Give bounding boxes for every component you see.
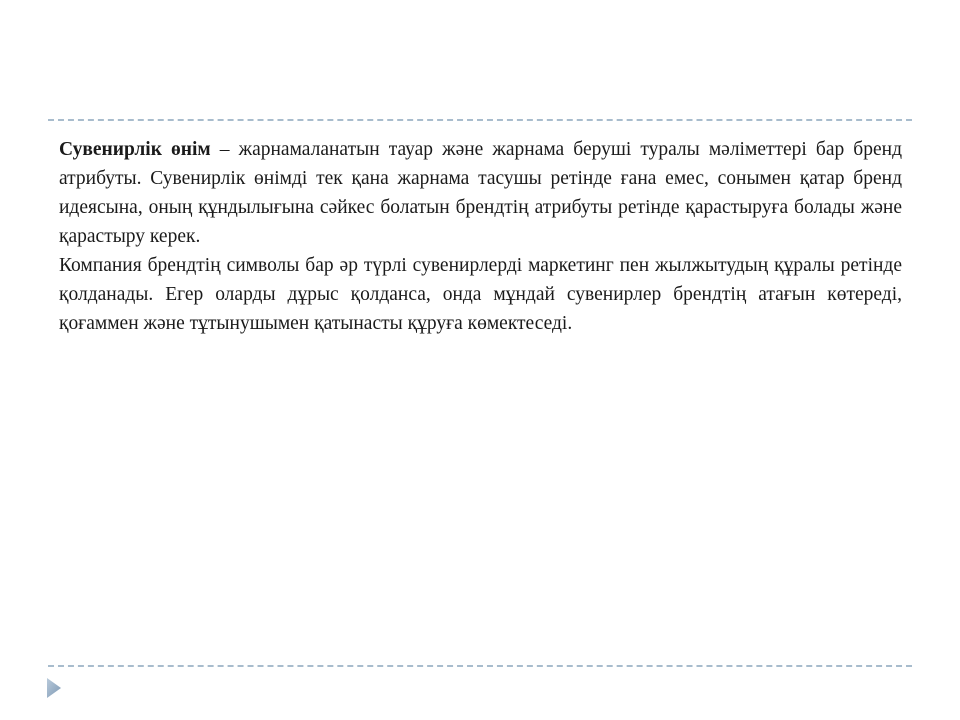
term-bold: Сувенирлік өнім xyxy=(59,139,211,160)
bottom-divider xyxy=(48,665,912,667)
paragraph-definition xyxy=(59,135,902,251)
slide-body xyxy=(59,135,902,338)
top-divider xyxy=(48,119,912,121)
paragraph-definition-text: – жарнамаланатын тауар және жарнама беруші туралы мәліметтері бар бренд атрибуты. Сувенирлік өнімді тек қана жарнама тасушы ретінде ғана емес, сонымен қатар бренд идеясына, оның құндылығына сәйкес болатын брендтің атрибуты ретінде қарастыруға болады және қарастыру керек. xyxy=(59,139,902,247)
paragraph-usage: Компания брендтің символы бар әр түрлі сувенирлерді маркетинг пен жылжытудың құралы ретінде қолданады. Егер оларды дұрыс қолданса, онда мұндай сувенирлер брендтің атағын көтереді, қоғаммен және тұтынушымен қатынасты құруға көмектеседі. xyxy=(59,255,902,334)
triangle-right-icon[interactable] xyxy=(46,677,62,699)
